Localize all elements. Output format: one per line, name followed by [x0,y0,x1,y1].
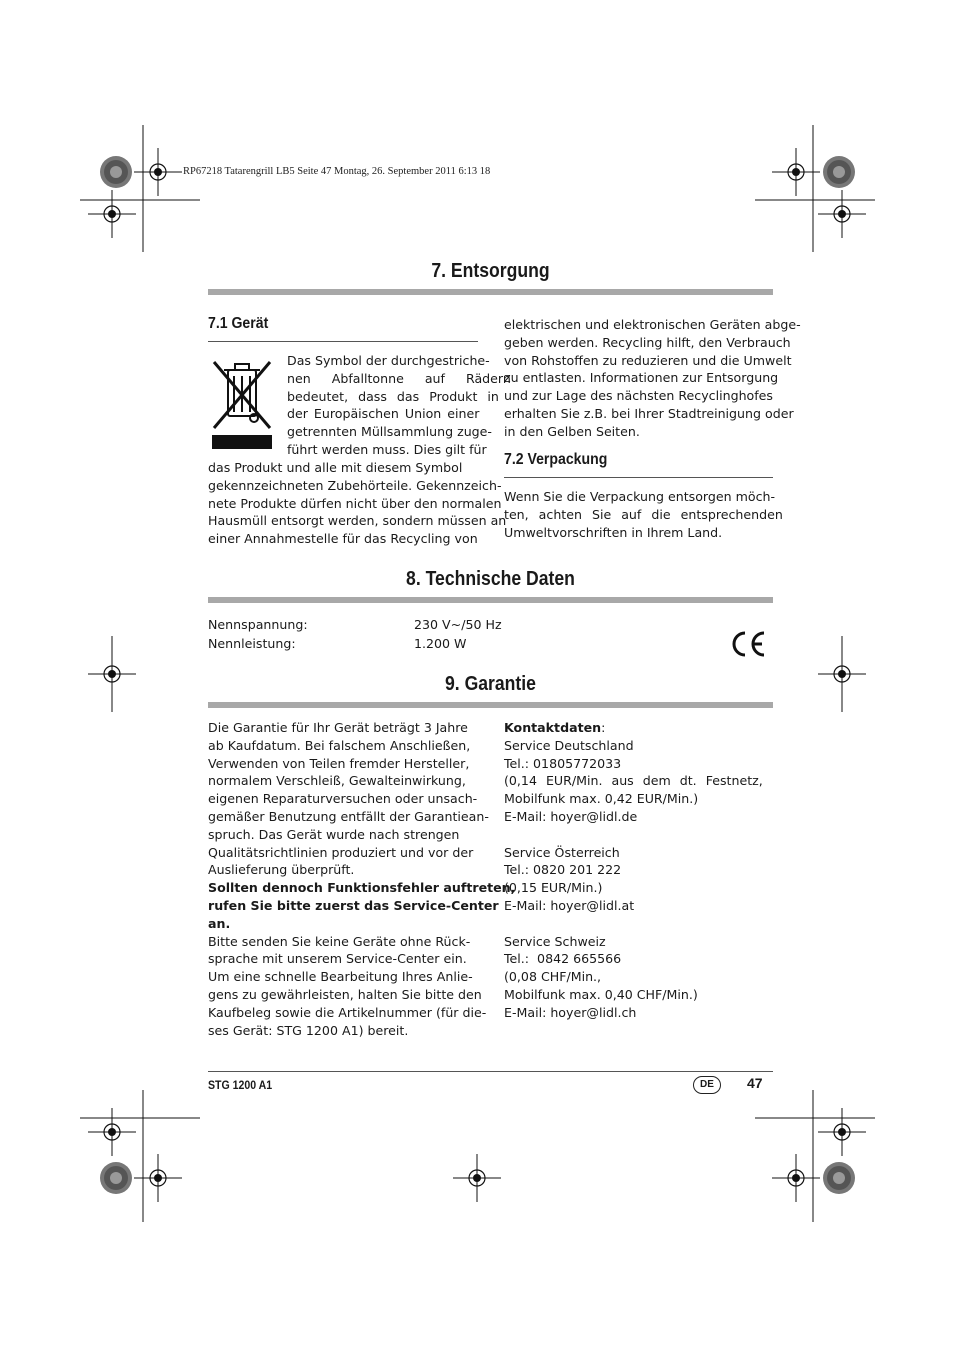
star-target-icon [100,1162,132,1194]
text-line-bold: rufen Sie bitte zuerst das Service-Center [208,897,499,913]
spec-value: 1.200 W [414,636,467,651]
text-line: der Europäischen Union einer [287,406,480,422]
text-line: bedeutet, dass das Produkt in [287,388,499,404]
text-line: Tel.: 01805772033 [504,755,622,771]
spec-row [208,615,502,634]
spacer [504,915,773,933]
text-line: spruch. Das Gerät wurde nach strengen [208,826,460,842]
text-line: führt werden muss. Dies gilt für [287,441,487,457]
text-line: (0,08 CHF/Min., [504,969,602,985]
text-line: Um eine schnelle Bearbeitung Ihres Anlie- [208,969,473,985]
text-line: Verwenden von Teilen fremder Hersteller, [208,755,470,771]
text-line: ses Gerät: STG 1200 A1) bereit. [208,1022,409,1038]
contact-block [504,719,773,1022]
star-target-icon [100,156,132,188]
text-line: (0,14 EUR/Min. aus dem dt. Festnetz, [504,773,763,789]
garantie-text [208,719,516,1039]
contact-heading [504,719,773,737]
text-line: Die Garantie für Ihr Gerät beträgt 3 Jahre [208,720,468,735]
section-title-garantie: 9. Garantie [445,673,536,695]
text-line: eigenen Reparaturversuchen oder unsach- [208,791,478,807]
page-number: 47 [747,1075,763,1091]
section-rule [208,702,773,708]
subsection-title-verpackung: 7.2 Verpackung [504,451,608,468]
contact-label: Kontaktdaten [504,720,602,735]
text-line: gemäßer Benutzung entfällt der Garantiean- [208,808,489,824]
text-line: nen Abfalltonne auf Rädern [287,370,511,386]
text-line: Service Deutschland [504,737,634,753]
geraet-text-wrap [287,352,511,459]
geraet-text-full [208,459,507,548]
text-line: das Produkt und alle mit diesem Symbol [208,460,463,475]
text-line: normalem Verschleiß, Gewalteinwirkung, [208,773,466,789]
text-line: Auslieferung überprüft. [208,862,355,878]
star-target-icon [823,156,855,188]
text-line: zu entlasten. Informationen zur Entsorgung [504,370,779,386]
subsection-rule [208,341,478,342]
text-line: elektrischen und elektronischen Geräten abge- [504,317,801,332]
text-line: gens zu gewährleisten, halten Sie bitte den [208,986,482,1002]
spec-row [208,634,502,653]
text-line: Mobilfunk max. 0,40 CHF/Min.) [504,986,698,1002]
footer-rule [208,1071,773,1072]
text-line: Qualitätsrichtlinien produziert und vor der [208,844,474,860]
contact-colon: : [601,720,606,735]
text-line-bold: Sollten dennoch Funktionsfehler auftreten, [208,880,516,896]
section-rule [208,597,773,603]
text-line: Kaufbeleg sowie die Artikelnummer (für die- [208,1004,487,1020]
text-line: (0,15 EUR/Min.) [504,880,603,896]
footer-model-number: STG 1200 A1 [208,1078,273,1092]
text-line: Das Symbol der durchgestriche- [287,353,490,368]
spacer [504,826,773,844]
section-rule [208,289,773,295]
ce-mark-icon [729,630,767,658]
text-line: Wenn Sie die Verpackung entsorgen möch- [504,489,776,504]
verpackung-text [504,488,783,541]
subsection-title-geraet: 7.1 Gerät [208,315,269,332]
text-line: Tel.: 0842 665566 [504,951,622,967]
text-line: nete Produkte dürfen nicht über den normalen [208,495,502,511]
text-line: einer Annahmestelle für das Recycling von [208,531,478,547]
text-line: erhalten Sie z.B. bei Ihrer Stadtreinigung oder [504,405,794,421]
section-title-technische-daten: 8. Technische Daten [406,568,575,590]
subsection-rule [504,477,773,478]
spec-label: Nennleistung: [208,636,296,651]
print-slug: RP67218 Tatarengrill LB5 Seite 47 Montag, 26. September 2011 6:13 18 [183,166,491,177]
text-line: Umweltvorschriften in Ihrem Land. [504,524,723,540]
text-line: geben werden. Recycling hilft, den Verbrauch [504,334,791,350]
text-line: Hausmüll entsorgt werden, sondern müssen an [208,513,507,529]
text-line: gekennzeichneten Zubehörteile. Gekennzeich- [208,477,502,493]
text-line: sprache mit unserem Service-Center ein. [208,951,467,967]
spec-value: 230 V~/50 Hz [414,617,502,632]
text-line: Service Österreich [504,844,620,860]
language-badge: DE [693,1076,721,1094]
text-line: Bitte senden Sie keine Geräte ohne Rück- [208,933,471,949]
crossed-out-bin-icon [208,356,276,452]
email-line[interactable]: E-Mail: hoyer@lidl.de [504,808,638,824]
section-title-entsorgung: 7. Entsorgung [431,260,550,282]
text-line: und zur Lage des nächsten Recyclinghofes [504,388,773,404]
text-line: Service Schweiz [504,933,606,949]
text-line: ab Kaufdatum. Bei falschem Anschließen, [208,737,471,753]
text-line: Tel.: 0820 201 222 [504,862,622,878]
text-line: getrennten Müllsammlung zuge- [287,424,492,440]
spec-table [208,615,502,653]
text-line: Mobilfunk max. 0,42 EUR/Min.) [504,791,699,807]
spec-label: Nennspannung: [208,617,308,632]
text-line: von Rohstoffen zu reduzieren und die Umwelt [504,352,792,368]
text-line: in den Gelben Seiten. [504,423,640,439]
star-target-icon [823,1162,855,1194]
email-line[interactable]: E-Mail: hoyer@lidl.ch [504,1004,637,1020]
text-line-bold: an. [208,915,231,931]
text-line: ten, achten Sie auf die entsprechenden [504,506,783,522]
email-line[interactable]: E-Mail: hoyer@lidl.at [504,897,635,913]
geraet-text-continued [504,316,801,441]
